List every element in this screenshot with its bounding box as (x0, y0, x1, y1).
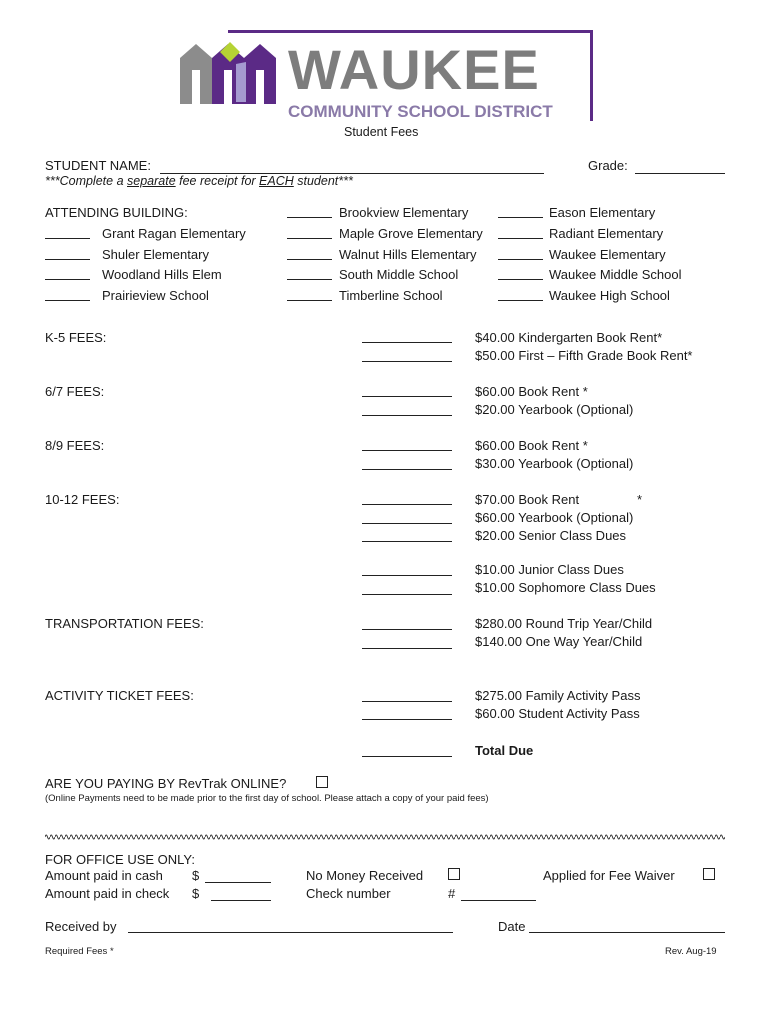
fee-section-label: 6/7 FEES: (45, 384, 105, 399)
note-separate: separate (127, 174, 176, 188)
no-money-checkbox[interactable] (448, 868, 460, 880)
fee-section-label: K-5 FEES: (45, 330, 107, 345)
fee-amount-blank[interactable] (362, 450, 452, 451)
fee-item: $30.00 Yearbook (Optional) (475, 456, 634, 471)
fee-item: $140.00 One Way Year/Child (475, 634, 643, 649)
no-money-label: No Money Received (306, 868, 424, 883)
check-number-field[interactable] (461, 900, 536, 901)
building-blank[interactable] (287, 279, 332, 280)
cash-label: Amount paid in cash (45, 868, 163, 883)
fee-item: $70.00 Book Rent (475, 492, 580, 507)
total-due-label: Total Due (475, 743, 534, 758)
check-label: Amount paid in check (45, 886, 170, 901)
fee-item: $60.00 Book Rent * (475, 438, 588, 453)
date-label: Date (498, 919, 526, 934)
building-option: Waukee High School (549, 288, 670, 303)
building-option: Brookview Elementary (339, 205, 469, 220)
building-blank[interactable] (287, 259, 332, 260)
building-option: Shuler Elementary (102, 247, 209, 262)
building-option: South Middle School (339, 267, 459, 282)
attending-building-label: ATTENDING BUILDING: (45, 205, 188, 220)
building-option: Radiant Elementary (549, 226, 664, 241)
fee-item: $50.00 First – Fifth Grade Book Rent* (475, 348, 693, 363)
building-option: Walnut Hills Elementary (339, 247, 477, 262)
student-name-label: STUDENT NAME: (45, 158, 151, 173)
date-field[interactable] (529, 932, 725, 933)
fee-amount-blank[interactable] (362, 719, 452, 720)
fee-amount-blank[interactable] (362, 469, 452, 470)
building-option: Maple Grove Elementary (339, 226, 483, 241)
fee-item: $275.00 Family Activity Pass (475, 688, 641, 703)
fee-item: $60.00 Yearbook (Optional) (475, 510, 634, 525)
fee-item: $10.00 Sophomore Class Dues (475, 580, 656, 595)
fee-amount-blank[interactable] (362, 594, 452, 595)
fee-item: $10.00 Junior Class Dues (475, 562, 624, 577)
fee-amount-blank[interactable] (362, 342, 452, 343)
fee-item: $60.00 Book Rent * (475, 384, 588, 399)
building-blank[interactable] (498, 217, 543, 218)
fee-item: $40.00 Kindergarten Book Rent* (475, 330, 663, 345)
fee-amount-blank[interactable] (362, 648, 452, 649)
revision-date: Rev. Aug-19 (665, 946, 717, 957)
separate-receipt-note (45, 174, 353, 188)
building-blank[interactable] (45, 300, 90, 301)
fee-waiver-label: Applied for Fee Waiver (543, 868, 675, 883)
check-number-label: Check number (306, 886, 391, 901)
required-fees-footnote: Required Fees * (45, 946, 114, 957)
fee-item: $20.00 Yearbook (Optional) (475, 402, 634, 417)
building-blank[interactable] (287, 300, 332, 301)
grade-field[interactable] (635, 173, 725, 174)
building-blank[interactable] (45, 259, 90, 260)
note-each: EACH (259, 174, 294, 188)
building-blank[interactable] (498, 238, 543, 239)
fee-section-label: ACTIVITY TICKET FEES: (45, 688, 194, 703)
check-number-hash: # (448, 886, 456, 901)
building-blank[interactable] (498, 300, 543, 301)
building-blank[interactable] (287, 238, 332, 239)
building-option: Grant Ragan Elementary (102, 226, 246, 241)
scalloped-line-icon (45, 832, 725, 842)
fee-section-label: 10-12 FEES: (45, 492, 120, 507)
logo-wordmark: WAUKEE (288, 38, 540, 101)
building-blank[interactable] (287, 217, 332, 218)
fee-section-label: TRANSPORTATION FEES: (45, 616, 204, 631)
logo-subtitle: COMMUNITY SCHOOL DISTRICT (288, 102, 553, 121)
note-part: fee receipt for (175, 174, 260, 188)
building-option: Woodland Hills Elem (102, 267, 222, 282)
fee-amount-blank[interactable] (362, 415, 452, 416)
note-part: student*** (293, 174, 353, 188)
total-due-blank[interactable] (362, 756, 452, 757)
fee-item: $60.00 Student Activity Pass (475, 706, 640, 721)
revtrak-note: (Online Payments need to be made prior to the first day of school. Please attach a copy of your paid fees) (45, 793, 489, 804)
building-blank[interactable] (498, 279, 543, 280)
fee-amount-blank[interactable] (362, 541, 452, 542)
fee-amount-blank[interactable] (362, 575, 452, 576)
fee-section-label: 8/9 FEES: (45, 438, 105, 453)
office-use-title: FOR OFFICE USE ONLY: (45, 852, 196, 867)
fee-waiver-checkbox[interactable] (703, 868, 715, 880)
building-option: Prairieview School (102, 288, 209, 303)
received-by-field[interactable] (128, 932, 453, 933)
fee-amount-blank[interactable] (362, 701, 452, 702)
check-amount-field[interactable] (211, 900, 271, 901)
building-blank[interactable] (45, 279, 90, 280)
revtrak-question: ARE YOU PAYING BY RevTrak ONLINE? (45, 776, 287, 791)
fee-item: $280.00 Round Trip Year/Child (475, 616, 653, 631)
building-blank[interactable] (45, 238, 90, 239)
fee-amount-blank[interactable] (362, 523, 452, 524)
grade-label: Grade: (588, 158, 628, 173)
building-blank[interactable] (498, 259, 543, 260)
cut-line-divider (45, 832, 725, 842)
fee-amount-blank[interactable] (362, 396, 452, 397)
fee-item: $20.00 Senior Class Dues (475, 528, 627, 543)
form-title: Student Fees (344, 125, 419, 139)
fee-amount-blank[interactable] (362, 504, 452, 505)
fee-amount-blank[interactable] (362, 361, 452, 362)
revtrak-checkbox[interactable] (316, 776, 328, 788)
building-option: Waukee Middle School (549, 267, 682, 282)
note-part: ***Complete a (45, 174, 127, 188)
building-option: Eason Elementary (549, 205, 656, 220)
building-option: Timberline School (339, 288, 443, 303)
required-asterisk: * (637, 492, 643, 507)
cash-dollar-sign: $ (192, 868, 200, 883)
building-option: Waukee Elementary (549, 247, 666, 262)
cash-amount-field[interactable] (205, 882, 271, 883)
check-dollar-sign: $ (192, 886, 200, 901)
received-by-label: Received by (45, 919, 117, 934)
fee-amount-blank[interactable] (362, 629, 452, 630)
